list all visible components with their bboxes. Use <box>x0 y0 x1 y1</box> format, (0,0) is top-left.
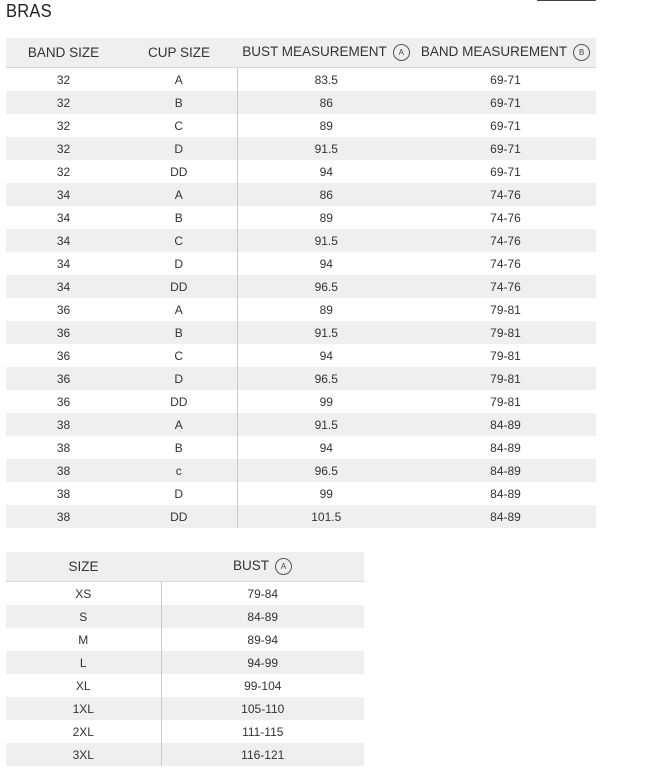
cell-band-measurement: 69-71 <box>490 118 521 133</box>
cell-band-size: 32 <box>56 72 71 87</box>
cell-band-size: 32 <box>6 137 121 160</box>
cell-bust-measurement: 91.5 <box>237 137 415 160</box>
cell-bust-measurement: 94 <box>319 256 333 271</box>
table-row <box>6 344 596 367</box>
top-divider <box>537 0 596 1</box>
table-row <box>6 390 596 413</box>
cell-bust-measurement: 96.5 <box>237 459 415 482</box>
cell-band-size: 32 <box>56 164 71 179</box>
header-band-size: BAND SIZE <box>6 38 121 68</box>
cell-cup-size: B <box>121 436 237 459</box>
cell-band-size: 38 <box>6 459 121 482</box>
table-row <box>6 68 596 92</box>
cell-band-measurement: 74-76 <box>490 210 521 225</box>
cell-bust: 99-104 <box>244 678 282 693</box>
bust-marker-icon: A <box>275 558 292 575</box>
cell-band-measurement: 74-76 <box>415 183 596 206</box>
cell-band-size: 38 <box>6 413 121 436</box>
cell-band-size: 36 <box>6 321 121 344</box>
cell-bust: 116-121 <box>161 743 364 766</box>
cell-size: XS <box>6 582 161 606</box>
cell-band-measurement: 69-71 <box>490 72 521 87</box>
header-cup-size: CUP SIZE <box>121 38 237 68</box>
cell-cup-size: D <box>121 367 237 390</box>
band-marker-icon: B <box>573 44 590 61</box>
cell-bust-measurement: 96.5 <box>237 275 415 298</box>
table-row <box>6 298 596 321</box>
page-title: BRAS <box>6 1 52 21</box>
table-row <box>6 674 364 697</box>
cell-cup-size: A <box>121 68 237 92</box>
cell-size: XL <box>6 674 161 697</box>
table-row <box>6 628 364 651</box>
cell-cup-size: DD <box>121 390 237 413</box>
cell-band-size: 34 <box>56 256 71 271</box>
cell-bust-measurement: 83.5 <box>314 72 338 87</box>
cell-cup-size: D <box>121 252 237 275</box>
cell-band-measurement: 84-89 <box>490 486 521 501</box>
header-bust-label: BUST <box>232 558 269 574</box>
table-row <box>6 436 596 459</box>
cell-band-measurement: 74-76 <box>415 229 596 252</box>
cell-cup-size: B <box>121 91 237 114</box>
cell-bust-measurement: 99 <box>319 394 333 409</box>
cell-band-measurement: 74-76 <box>490 256 521 271</box>
table-row <box>6 605 364 628</box>
header-bust-measurement <box>237 38 415 68</box>
cell-cup-size: DD <box>121 275 237 298</box>
cell-bust: 79-84 <box>247 586 279 601</box>
cell-bust: 111-115 <box>242 724 284 739</box>
cell-size: 1XL <box>6 697 161 720</box>
cell-bust-measurement: 86 <box>237 183 415 206</box>
cell-bust: 84-89 <box>161 605 364 628</box>
cell-bust: 89-94 <box>247 632 279 647</box>
cell-bust: 94-99 <box>161 651 364 674</box>
cell-cup-size: C <box>121 229 237 252</box>
sizes-header-row <box>6 552 364 582</box>
cell-size: 2XL <box>6 720 161 743</box>
cell-band-size: 36 <box>56 394 71 409</box>
cell-size: S <box>6 605 161 628</box>
cell-bust-measurement: 101.5 <box>237 505 415 528</box>
cell-band-size: 36 <box>56 302 71 317</box>
table-row <box>6 482 596 505</box>
table-row <box>6 206 596 229</box>
cell-band-size: 34 <box>6 275 121 298</box>
cell-band-measurement: 84-89 <box>415 505 596 528</box>
cell-cup-size: DD <box>121 160 237 183</box>
table-row <box>6 114 596 137</box>
cell-band-measurement: 84-89 <box>415 459 596 482</box>
cell-bust-measurement: 94 <box>319 440 333 455</box>
cell-band-size: 32 <box>6 91 121 114</box>
cell-bust-measurement: 91.5 <box>237 229 415 252</box>
cell-size: M <box>6 628 161 651</box>
cell-band-measurement: 79-81 <box>490 348 521 363</box>
cell-cup-size: A <box>121 413 237 436</box>
bras-header-row <box>6 38 596 68</box>
cell-bust-measurement: 94 <box>319 164 333 179</box>
table-row <box>6 651 364 674</box>
table-row <box>6 252 596 275</box>
cell-cup-size: A <box>121 298 237 321</box>
header-band-label: BAND MEASUREMENT <box>420 44 568 60</box>
cell-band-size: 38 <box>56 486 71 501</box>
cell-bust-measurement: 91.5 <box>237 321 415 344</box>
cell-band-size: 36 <box>56 348 71 363</box>
cell-band-size: 38 <box>56 440 71 455</box>
header-bust-label: BUST MEASUREMENT <box>242 44 387 60</box>
cell-band-measurement: 74-76 <box>415 275 596 298</box>
cell-bust: 105-110 <box>161 697 364 720</box>
table-row <box>6 229 596 252</box>
table-row <box>6 321 596 344</box>
cell-cup-size: D <box>121 137 237 160</box>
header-bust <box>161 552 364 582</box>
table-row <box>6 582 364 606</box>
cell-cup-size: D <box>121 482 237 505</box>
cell-band-measurement: 79-81 <box>415 367 596 390</box>
cell-band-measurement: 69-71 <box>490 164 521 179</box>
table-row <box>6 743 364 766</box>
table-row <box>6 183 596 206</box>
cell-cup-size: C <box>121 114 237 137</box>
table-row <box>6 505 596 528</box>
cell-band-measurement: 69-71 <box>415 91 596 114</box>
cell-bust-measurement: 94 <box>319 348 333 363</box>
cell-cup-size: C <box>121 344 237 367</box>
cell-cup-size: B <box>121 321 237 344</box>
cell-cup-size: A <box>121 183 237 206</box>
bras-size-table <box>6 38 596 528</box>
table-row <box>6 160 596 183</box>
header-band-measurement <box>415 38 596 68</box>
cell-band-measurement: 79-81 <box>415 321 596 344</box>
cell-cup-size: c <box>121 459 237 482</box>
cell-bust-measurement: 89 <box>319 302 333 317</box>
table-row <box>6 720 364 743</box>
cell-size: L <box>6 651 161 674</box>
cell-cup-size: B <box>121 206 237 229</box>
table-row <box>6 697 364 720</box>
table-row <box>6 137 596 160</box>
cell-bust-measurement: 86 <box>237 91 415 114</box>
table-row <box>6 459 596 482</box>
general-size-table <box>6 552 364 766</box>
cell-band-size: 32 <box>56 118 71 133</box>
cell-band-size: 34 <box>6 229 121 252</box>
cell-bust-measurement: 89 <box>319 210 333 225</box>
cell-band-measurement: 69-71 <box>415 137 596 160</box>
cell-bust-measurement: 91.5 <box>237 413 415 436</box>
cell-bust-measurement: 99 <box>319 486 333 501</box>
cell-size: 3XL <box>6 743 161 766</box>
cell-band-measurement: 79-81 <box>490 302 521 317</box>
cell-band-measurement: 84-89 <box>490 440 521 455</box>
header-size: SIZE <box>6 552 161 582</box>
cell-band-measurement: 79-81 <box>490 394 521 409</box>
table-row <box>6 413 596 436</box>
bust-marker-icon: A <box>393 44 410 61</box>
cell-band-measurement: 84-89 <box>415 413 596 436</box>
cell-band-size: 34 <box>6 183 121 206</box>
cell-band-size: 34 <box>56 210 71 225</box>
cell-band-size: 36 <box>6 367 121 390</box>
table-row <box>6 275 596 298</box>
cell-bust-measurement: 96.5 <box>237 367 415 390</box>
table-row <box>6 367 596 390</box>
cell-band-size: 38 <box>6 505 121 528</box>
cell-cup-size: DD <box>121 505 237 528</box>
cell-bust-measurement: 89 <box>319 118 333 133</box>
table-row <box>6 91 596 114</box>
